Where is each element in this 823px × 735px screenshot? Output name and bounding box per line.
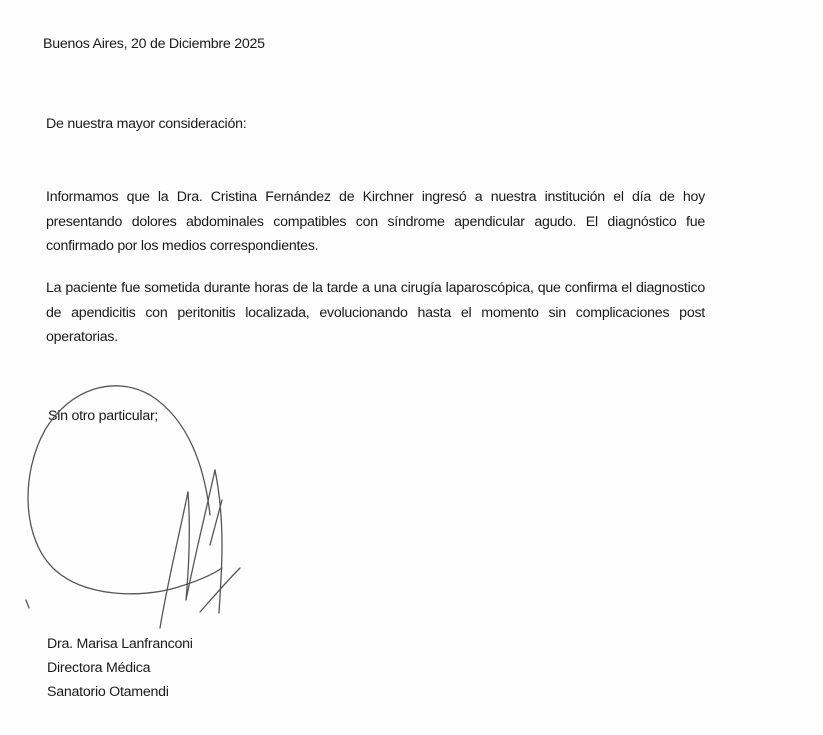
body-paragraph-2: La paciente fue sometida durante horas de la tarde a una cirugía laparoscópica, que confirma el diagnostico de apendicitis con peritonitis localizada, evolucionando hasta el momento sin complicaciones post operatorias. (46, 280, 705, 345)
signatory-name: Dra. Marisa Lanfranconi (47, 636, 193, 652)
signatory-title: Directora Médica (47, 660, 151, 676)
place-date: Buenos Aires, 20 de Diciembre 2025 (43, 36, 265, 52)
signatory-institution: Sanatorio Otamendi (47, 684, 169, 700)
body-paragraph-1: Informamos que la Dra. Cristina Fernández de Kirchner ingresó a nuestra institución el día de hoy presentando dolores abdominales compatibles con síndrome apendicular agudo. El diagnóstico fue confirmado por los medios correspondientes. (46, 189, 705, 254)
salutation: De nuestra mayor consideración: (46, 116, 247, 132)
closing-line: Sin otro particular; (48, 408, 159, 424)
